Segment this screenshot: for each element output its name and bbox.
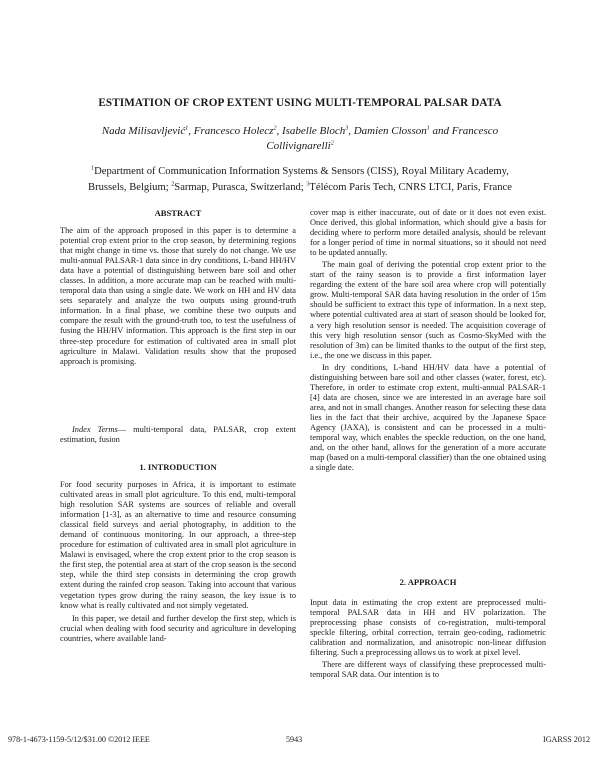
approach-heading: 2. APPROACH: [399, 577, 457, 587]
footer-isbn: 978-1-4673-1159-5/12/$31.00 ©2012 IEEE: [8, 735, 150, 744]
footer-page-number: 5943: [286, 735, 303, 744]
author-list: Nada Milisavljević$^1$, Francesco Holecz$^2$, Isabelle Bloch$^3$, Damien Closson$^1$ and Francesco Collivignarelli$^2$: [101, 125, 499, 152]
approach-text: [310, 598, 546, 680]
intro-heading: 1. INTRODUCTION: [139, 462, 217, 472]
intro-text: [60, 480, 296, 644]
right-paragraph-2: In dry conditions, L-band HH/HV data have a potential of distinguishing between bare soil and other classes (water, forest, etc). Therefore, in order to estimate crop extent, multi-annual PALSAR-1 [4] data are chosen, since we are interested in an average bare soil area, and not in small changes. Another reason for selecting these data lies in the fact that their archive, acquired by the Japanese Space Agency (JAXA), is consistent and can be processed in a multi-temporal way, which enables the speckle reduction, on the one hand, and, on the other hand, allows for the generation of a more accurate map (based on a multi-temporal classifier) than the one obtained using a single date.: [310, 362, 546, 473]
approach-paragraph-1: Input data in estimating the crop extent are preprocessed multi-temporal PALSAR data in HH and HV polarization. The preprocessing phase consists of co-registration, multi-temporal speckle filtering, orbital correction, terrain geo-coding, radiometric calibration and normalization, and anisotropic non-linear diffusion filtering. Such a preprocessing allows us to work at pixel level.: [310, 598, 546, 658]
right-column-text: [310, 208, 546, 473]
right-paragraph-0: cover map is either inaccurate, out of date or it does not even exist. Once derived, this global information, which should give a basis for deciding where to perform more detailed analysis, should be relevant for a longer period of time in normal situations, so it should not need to be updated annually.: [310, 208, 546, 258]
affiliations: $^1$Department of Communication Information Systems & Sensors (CISS), Royal Military Academy, Brussels, Belgium; $^2$Sarmap, Purasca, Switzerland; $^3$Télécom Paris Tech, CNRS LTCI, Paris, France: [88, 165, 512, 193]
abstract-text: The aim of the approach proposed in this paper is to determine a potential crop extent prior to the crop season, by determining regions that might change in time vs. those that surely do not change. We use multi-annual PALSAR-1 data since in dry conditions, L-band HH/HV data have a potential of distinguishing between bare soil and other classes. In addition, a more accurate map can be reached with multi-temporal data than using a single date. We work on HH and HV data sets separately and analyze the two outputs using ground-truth information. In a final phase, we combine these two outputs and compare the result with the ground-truth too, to test the usefulness of fusing the HH/HV information. This approach is the first step in our three-step procedure for estimation of cultivated area in small plot agriculture in Malawi. Validation results show that the proposed approach is promising.: [60, 226, 296, 366]
right-paragraph-1: The main goal of deriving the potential crop extent prior to the start of the rainy season is to provide a first information layer regarding the extent of the bare soil area where crop will potentially grow. Multi-temporal SAR data having resolution in the order of 15m should be sufficient to extract this type of information. In a next step, where potential cultivated area at start of season should be looked for, a very high resolution sensor is needed. The acquisition coverage of this very high resolution sensor (such as Cosmo-SkyMed with the resolution of 3m) can be limited thanks to the output of the first step, i.e., the one we discuss in this paper.: [310, 260, 546, 360]
approach-paragraph-2: There are different ways of classifying these preprocessed multi-temporal SAR data. Our intention is to: [310, 660, 546, 680]
intro-paragraph-1: For food security purposes in Africa, it is important to estimate cultivated areas in small plot agriculture. To this end, multi-temporal high resolution SAR systems are sources of reliable and overall information [1-3], as an alternative to time and resource consuming classical field surveys and aerial photography, in addition to the demand of continuous monitoring. In our approach, a three-step procedure for estimation of cultivated area in small plot agriculture in Malawi is envisaged, where the crop extent prior to the crop season is the first step, the potential area at start of the crop season is the second step, while the third step consists in determining the crop growth extent during the rainfed crop season. Taking into account that various vegetation types grow during the rainy season, the key issue is to know what is really cultivated and not simply vegetated.: [60, 480, 296, 610]
index-terms: Index Terms— multi-temporal data, PALSAR, crop extent estimation, fusion: [60, 425, 296, 445]
paper-title: ESTIMATION OF CROP EXTENT USING MULTI-TEMPORAL PALSAR DATA: [98, 97, 502, 109]
intro-paragraph-2: In this paper, we detail and further develop the first step, which is crucial when dealing with food security and agriculture in developing countries, where available land-: [60, 613, 296, 643]
footer-conference: IGARSS 2012: [543, 735, 590, 744]
abstract-heading: ABSTRACT: [154, 208, 202, 218]
